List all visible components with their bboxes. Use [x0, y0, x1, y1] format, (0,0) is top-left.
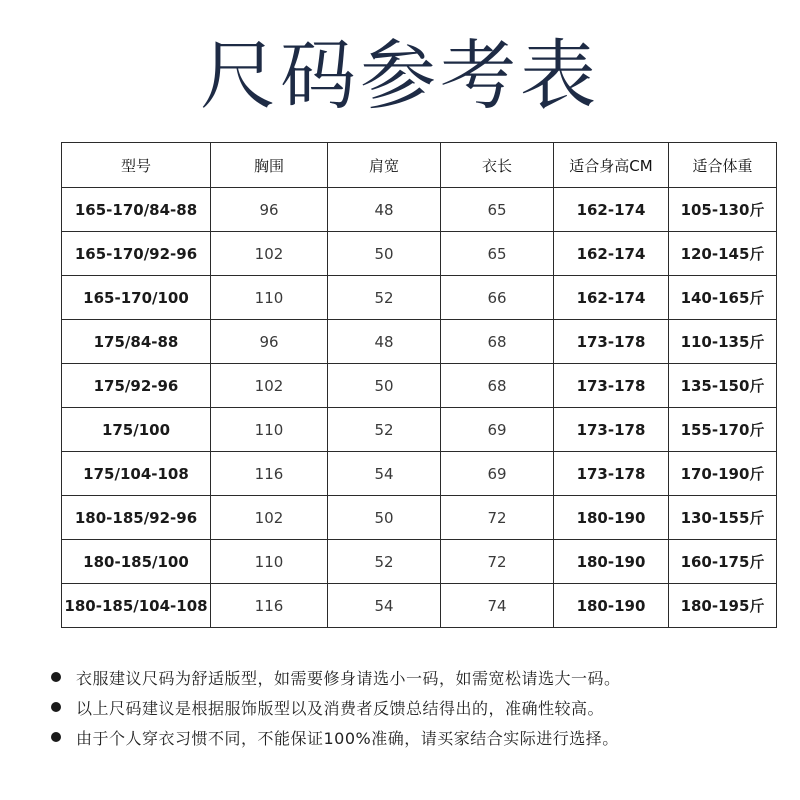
- cell-weight: 120-145斤: [669, 232, 777, 276]
- cell-weight: 155-170斤: [669, 408, 777, 452]
- cell-model: 180-185/100: [62, 540, 211, 584]
- header-length: 衣长: [441, 143, 554, 188]
- cell-weight: 130-155斤: [669, 496, 777, 540]
- cell-weight: 110-135斤: [669, 320, 777, 364]
- table-row: [62, 364, 777, 408]
- table-row: [62, 276, 777, 320]
- table-header-row: [62, 143, 777, 188]
- cell-model: 165-170/92-96: [62, 232, 211, 276]
- size-notes: [44, 662, 784, 752]
- cell-shoulder: 52: [328, 276, 441, 320]
- table-row: [62, 540, 777, 584]
- cell-shoulder: 50: [328, 232, 441, 276]
- cell-model: 180-185/104-108: [62, 584, 211, 628]
- note-item: [44, 692, 784, 722]
- cell-chest: 96: [211, 188, 328, 232]
- cell-height: 180-190: [554, 540, 669, 584]
- header-weight: 适合体重: [669, 143, 777, 188]
- cell-chest: 102: [211, 232, 328, 276]
- table-row: [62, 584, 777, 628]
- cell-model: 175/100: [62, 408, 211, 452]
- cell-height: 180-190: [554, 496, 669, 540]
- cell-model: 165-170/100: [62, 276, 211, 320]
- cell-chest: 116: [211, 452, 328, 496]
- size-chart-table: [61, 142, 777, 628]
- cell-height: 162-174: [554, 232, 669, 276]
- cell-chest: 102: [211, 496, 328, 540]
- cell-shoulder: 52: [328, 408, 441, 452]
- cell-chest: 116: [211, 584, 328, 628]
- header-model: 型号: [62, 143, 211, 188]
- page-title: 尺码参考表: [200, 31, 600, 120]
- note-text: 以上尺码建议是根据服饰版型以及消费者反馈总结得出的，准确性较高。: [76, 698, 605, 718]
- cell-height: 173-178: [554, 320, 669, 364]
- cell-height: 162-174: [554, 276, 669, 320]
- table-row: [62, 320, 777, 364]
- header-shoulder: 肩宽: [328, 143, 441, 188]
- bullet-icon: [51, 672, 61, 682]
- table-row: [62, 188, 777, 232]
- cell-shoulder: 50: [328, 364, 441, 408]
- cell-length: 69: [441, 452, 554, 496]
- cell-length: 65: [441, 232, 554, 276]
- cell-chest: 110: [211, 408, 328, 452]
- cell-length: 66: [441, 276, 554, 320]
- bullet-icon: [51, 702, 61, 712]
- cell-length: 72: [441, 496, 554, 540]
- cell-height: 173-178: [554, 408, 669, 452]
- cell-model: 180-185/92-96: [62, 496, 211, 540]
- cell-length: 68: [441, 364, 554, 408]
- cell-weight: 170-190斤: [669, 452, 777, 496]
- cell-chest: 102: [211, 364, 328, 408]
- cell-height: 173-178: [554, 452, 669, 496]
- cell-model: 175/104-108: [62, 452, 211, 496]
- cell-chest: 110: [211, 276, 328, 320]
- cell-model: 165-170/84-88: [62, 188, 211, 232]
- header-height: 适合身高CM: [554, 143, 669, 188]
- cell-chest: 96: [211, 320, 328, 364]
- cell-shoulder: 50: [328, 496, 441, 540]
- cell-weight: 135-150斤: [669, 364, 777, 408]
- table-row: [62, 496, 777, 540]
- note-text: 衣服建议尺码为舒适版型，如需要修身请选小一码，如需宽松请选大一码。: [76, 668, 621, 688]
- cell-length: 68: [441, 320, 554, 364]
- bullet-icon: [51, 732, 61, 742]
- cell-shoulder: 54: [328, 584, 441, 628]
- cell-chest: 110: [211, 540, 328, 584]
- cell-model: 175/84-88: [62, 320, 211, 364]
- cell-weight: 140-165斤: [669, 276, 777, 320]
- cell-shoulder: 54: [328, 452, 441, 496]
- table-row: [62, 452, 777, 496]
- note-item: [44, 662, 784, 692]
- cell-length: 74: [441, 584, 554, 628]
- cell-shoulder: 48: [328, 320, 441, 364]
- cell-height: 173-178: [554, 364, 669, 408]
- note-item: [44, 722, 784, 752]
- cell-length: 72: [441, 540, 554, 584]
- cell-height: 162-174: [554, 188, 669, 232]
- cell-length: 65: [441, 188, 554, 232]
- cell-shoulder: 52: [328, 540, 441, 584]
- table-row: [62, 232, 777, 276]
- cell-weight: 105-130斤: [669, 188, 777, 232]
- cell-model: 175/92-96: [62, 364, 211, 408]
- cell-shoulder: 48: [328, 188, 441, 232]
- cell-length: 69: [441, 408, 554, 452]
- note-text: 由于个人穿衣习惯不同，不能保证100%准确，请买家结合实际进行选择。: [76, 728, 619, 748]
- cell-height: 180-190: [554, 584, 669, 628]
- table-row: [62, 408, 777, 452]
- header-chest: 胸围: [211, 143, 328, 188]
- cell-weight: 160-175斤: [669, 540, 777, 584]
- cell-weight: 180-195斤: [669, 584, 777, 628]
